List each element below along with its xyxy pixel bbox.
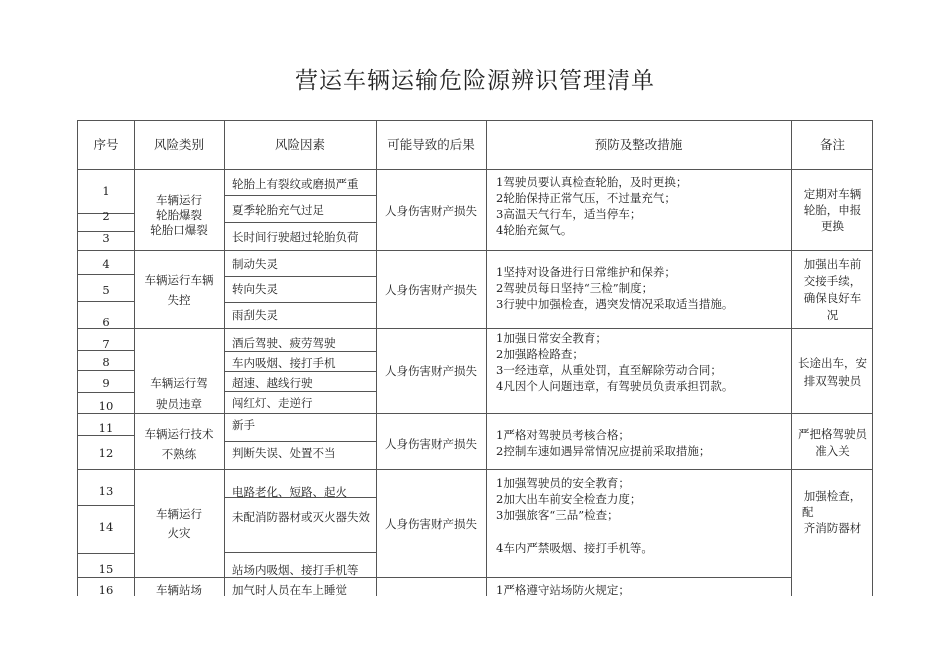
- risk-factor: 站场内吸烟、接打手机等: [232, 563, 359, 577]
- risk-category-line: 轮胎爆裂: [156, 208, 202, 222]
- remark-line: 定期对车辆: [803, 187, 862, 201]
- risk-category-line: 车辆运行技术: [144, 427, 214, 441]
- row-number: 13: [98, 484, 114, 498]
- remark-line: 准入关: [815, 444, 850, 458]
- consequence: 人身伤害财产损失: [385, 517, 477, 531]
- row-number: 9: [102, 376, 110, 390]
- measure-line: 4凡因个人问题违章，有驾驶员负责承担罚款。: [496, 379, 734, 393]
- row-number: 14: [98, 520, 114, 534]
- measure-line: 3高温天气行车，适当停车；: [496, 207, 642, 221]
- row-number: 6: [102, 315, 110, 329]
- measure-line: 4轮胎充氮气。: [496, 223, 573, 237]
- remark-line: 况: [826, 308, 839, 322]
- remark-line: 轮胎，申报: [803, 203, 862, 217]
- row-number: 1: [102, 184, 110, 198]
- risk-factor: 酒后驾驶、疲劳驾驶: [232, 336, 336, 350]
- header-remark: 备注: [819, 137, 845, 152]
- risk-factor: 制动失灵: [232, 257, 278, 271]
- remark-line: 齐消防器材: [803, 521, 862, 535]
- remark-line: 加强检查，: [803, 489, 862, 503]
- risk-factor: 车内吸烟、接打手机: [232, 356, 336, 370]
- remark-line: 排双驾驶员: [803, 374, 862, 388]
- measure-line: 2控制车速如遇异常情况应提前采取措施；: [496, 444, 711, 458]
- risk-factor: 闯红灯、走逆行: [232, 396, 313, 410]
- remark-line: 严把格驾驶员: [798, 427, 867, 441]
- remark-line: 更换: [821, 219, 844, 233]
- risk-factor: 新手: [232, 418, 255, 432]
- risk-category-line: 不熟练: [161, 447, 197, 461]
- measure-line: 2轮胎保持正常气压，不过量充气；: [496, 191, 676, 205]
- measure-line: 3加强旅客“三品”检查；: [496, 508, 619, 522]
- row-number: 4: [102, 257, 110, 271]
- risk-factor: 转向失灵: [232, 282, 278, 296]
- header-risk-factor: 风险因素: [274, 137, 325, 152]
- remark-line: 配: [802, 505, 814, 519]
- measure-line: 1加强日常安全教育；: [496, 331, 607, 345]
- risk-category-line: 车辆运行驾: [150, 376, 208, 390]
- page-title: 营运车辆运输危险源辨识管理清单: [295, 68, 655, 94]
- header-consequence: 可能导致的后果: [387, 137, 475, 152]
- risk-category-line: 车辆站场: [156, 583, 202, 596]
- risk-factor: 轮胎上有裂纹或磨损严重: [232, 177, 359, 191]
- remark-line: 确保良好车: [803, 291, 862, 305]
- consequence: 人身伤害财产损失: [385, 204, 477, 218]
- risk-factor: 夏季轮胎充气过足: [232, 203, 324, 217]
- risk-factor: 判断失误、处置不当: [232, 446, 336, 460]
- risk-factor: 超速、越线行驶: [232, 376, 313, 390]
- measure-line: 1驾驶员要认真检查轮胎，及时更换；: [496, 175, 688, 189]
- remark-line: 长途出车，安: [798, 356, 867, 370]
- measure-line: 3一经违章，从重处罚，直至解除劳动合同；: [496, 363, 722, 377]
- remark-line: 加强出车前: [803, 257, 862, 271]
- row-number: 3: [102, 231, 110, 245]
- row-number: 10: [98, 399, 114, 413]
- consequence: 人身伤害财产损失: [385, 437, 477, 451]
- risk-category-line: 车辆运行: [156, 507, 202, 521]
- measure-line: 1加强驾驶员的安全教育；: [496, 476, 630, 490]
- risk-factor: 电路老化、短路、起火: [232, 485, 347, 499]
- consequence: 人身伤害财产损失: [385, 283, 477, 297]
- measure-line: 1严格对驾驶员考核合格；: [496, 428, 630, 442]
- row-number: 2: [102, 209, 110, 223]
- row-number: 12: [98, 446, 114, 460]
- measure-line: 2加大出车前安全检查力度；: [496, 492, 642, 506]
- risk-factor: 长时间行驶超过轮胎负荷: [232, 230, 359, 244]
- row-number: 7: [102, 337, 110, 351]
- row-number: 5: [102, 283, 110, 297]
- risk-category-line: 车辆运行车辆: [144, 273, 214, 287]
- consequence: 人身伤害财产损失: [385, 364, 477, 378]
- header-measures: 预防及整改措施: [594, 137, 683, 152]
- measure-line: 1严格遵守站场防火规定；: [496, 583, 630, 596]
- risk-factor: 雨刮失灵: [232, 308, 278, 322]
- measure-line: 3行驶中加强检查，遇突发情况采取适当措施。: [496, 297, 734, 311]
- risk-category-line: 火灾: [167, 526, 191, 540]
- risk-factor: 未配消防器材或灭火器失效: [232, 510, 370, 524]
- risk-factor: 加气时人员在车上睡觉: [232, 583, 347, 596]
- risk-category-line: 失控: [167, 293, 191, 307]
- measure-line: 4车内严禁吸烟、接打手机等。: [496, 541, 653, 555]
- header-seq: 序号: [93, 137, 119, 152]
- risk-category-line: 轮胎口爆裂: [150, 223, 208, 237]
- row-number: 11: [98, 421, 114, 435]
- remark-line: 交接手续，: [803, 274, 862, 288]
- header-risk-category: 风险类别: [153, 137, 204, 152]
- row-number: 8: [102, 355, 110, 369]
- risk-category-line: 车辆运行: [156, 193, 202, 207]
- risk-category-line: 驶员违章: [156, 397, 202, 411]
- measure-line: 2加强路检路查；: [496, 347, 584, 361]
- row-number: 15: [98, 562, 114, 576]
- measure-line: 2驾驶员每日坚持“三检”制度；: [496, 281, 654, 295]
- row-number: 16: [98, 583, 114, 596]
- measure-line: 1坚持对设备进行日常维护和保养；: [496, 265, 676, 279]
- risk-table: [77, 120, 873, 596]
